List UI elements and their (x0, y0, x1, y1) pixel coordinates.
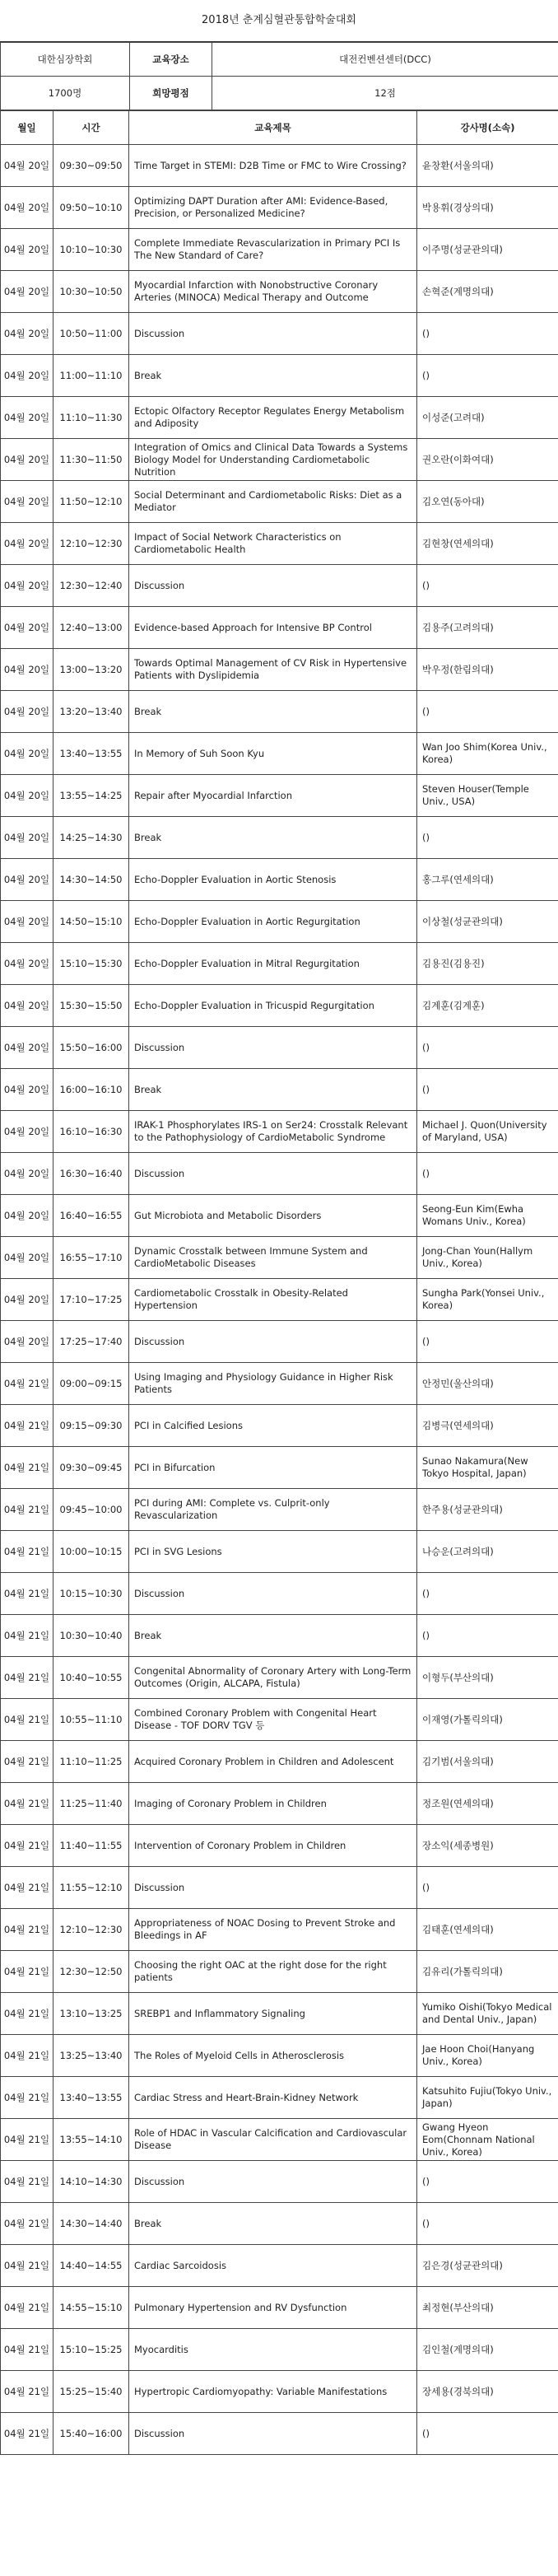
row-speaker: Steven Houser(Temple Univ., USA) (417, 775, 558, 817)
row-speaker: 이상철(성균관의대) (417, 901, 558, 943)
table-row (1, 439, 558, 481)
row-topic: Discussion (129, 2413, 417, 2455)
row-topic: PCI in Bifurcation (129, 1447, 417, 1489)
row-topic: Discussion (129, 565, 417, 607)
row-time: 16:30~16:40 (53, 1153, 129, 1195)
row-date: 04월 20일 (1, 1111, 53, 1153)
row-topic: Acquired Coronary Problem in Children and Adolescent (129, 1741, 417, 1783)
row-date: 04월 20일 (1, 733, 53, 775)
table-row (1, 1909, 558, 1951)
row-topic: Towards Optimal Management of CV Risk in Hypertensive Patients with Dyslipidemia (129, 649, 417, 691)
row-date: 04월 21일 (1, 1993, 53, 2035)
row-date: 04월 21일 (1, 1573, 53, 1615)
row-time: 13:55~14:25 (53, 775, 129, 817)
table-row (1, 1069, 558, 1111)
row-date: 04월 21일 (1, 2287, 53, 2329)
table-row (1, 943, 558, 985)
row-time: 17:25~17:40 (53, 1321, 129, 1363)
row-topic: Discussion (129, 313, 417, 355)
row-topic: Evidence-based Approach for Intensive BP Control (129, 607, 417, 649)
row-speaker: 한주용(성균관의대) (417, 1489, 558, 1531)
row-date: 04월 21일 (1, 2329, 53, 2371)
row-topic: Social Determinant and Cardiometabolic Risks: Diet as a Mediator (129, 481, 417, 523)
row-speaker: Seong-Eun Kim(Ewha Womans Univ., Korea) (417, 1195, 558, 1237)
row-topic: PCI in Calcified Lesions (129, 1405, 417, 1447)
row-date: 04월 20일 (1, 859, 53, 901)
row-date: 04월 20일 (1, 1069, 53, 1111)
venue-label: 교육장소 (130, 43, 212, 77)
table-row (1, 1993, 558, 2035)
attendance: 1700명 (1, 77, 130, 110)
row-speaker: 안정민(울산의대) (417, 1363, 558, 1405)
row-time: 09:30~09:50 (53, 145, 129, 187)
row-speaker: () (417, 691, 558, 733)
table-row (1, 1741, 558, 1783)
header-time: 시간 (53, 111, 129, 145)
row-time: 11:40~11:55 (53, 1825, 129, 1867)
table-row (1, 565, 558, 607)
row-speaker: () (417, 2413, 558, 2455)
row-speaker: 나승운(고려의대) (417, 1531, 558, 1573)
table-row (1, 1783, 558, 1825)
row-topic: Break (129, 1069, 417, 1111)
row-date: 04월 20일 (1, 1279, 53, 1321)
row-time: 11:00~11:10 (53, 355, 129, 397)
row-speaker: 정조원(연세의대) (417, 1783, 558, 1825)
table-row (1, 145, 558, 187)
row-speaker: () (417, 2161, 558, 2203)
row-topic: Appropriateness of NOAC Dosing to Prevent Stroke and Bleedings in AF (129, 1909, 417, 1951)
row-date: 04월 21일 (1, 1405, 53, 1447)
table-row (1, 1531, 558, 1573)
row-speaker: () (417, 1153, 558, 1195)
table-row (1, 229, 558, 271)
row-time: 14:30~14:50 (53, 859, 129, 901)
row-topic: Echo-Doppler Evaluation in Mitral Regurgitation (129, 943, 417, 985)
row-time: 13:40~13:55 (53, 733, 129, 775)
row-date: 04월 20일 (1, 439, 53, 481)
table-row (1, 1615, 558, 1657)
table-row (1, 2245, 558, 2287)
row-topic: Discussion (129, 2161, 417, 2203)
row-date: 04월 21일 (1, 1363, 53, 1405)
row-date: 04월 21일 (1, 2119, 53, 2161)
row-speaker: 이형두(부산의대) (417, 1657, 558, 1699)
row-date: 04월 20일 (1, 1153, 53, 1195)
row-time: 12:10~12:30 (53, 523, 129, 565)
row-date: 04월 21일 (1, 1699, 53, 1741)
row-speaker: 김유리(가톨릭의대) (417, 1951, 558, 1993)
row-date: 04월 21일 (1, 2077, 53, 2119)
row-date: 04월 20일 (1, 1321, 53, 1363)
table-row (1, 2035, 558, 2077)
table-row (1, 817, 558, 859)
row-speaker: 윤창환(서울의대) (417, 145, 558, 187)
row-date: 04월 21일 (1, 1783, 53, 1825)
row-time: 12:40~13:00 (53, 607, 129, 649)
row-time: 09:00~09:15 (53, 1363, 129, 1405)
row-topic: Break (129, 355, 417, 397)
row-time: 10:30~10:40 (53, 1615, 129, 1657)
row-date: 04월 21일 (1, 2371, 53, 2413)
table-row (1, 2413, 558, 2455)
table-row (1, 271, 558, 313)
row-topic: Discussion (129, 1867, 417, 1909)
table-row (1, 1573, 558, 1615)
table-row (1, 187, 558, 229)
table-row (1, 2203, 558, 2245)
venue: 대전컨벤션센터(DCC) (212, 43, 558, 77)
row-speaker: 장소익(세종병원) (417, 1825, 558, 1867)
row-topic: Discussion (129, 1573, 417, 1615)
table-row (1, 733, 558, 775)
row-time: 11:50~12:10 (53, 481, 129, 523)
row-topic: Echo-Doppler Evaluation in Tricuspid Regurgitation (129, 985, 417, 1027)
header-date: 월일 (1, 111, 53, 145)
info-table (0, 42, 558, 110)
row-speaker: () (417, 1573, 558, 1615)
organizer: 대한심장학회 (1, 43, 130, 77)
row-speaker: 김용주(고려의대) (417, 607, 558, 649)
row-time: 14:55~15:10 (53, 2287, 129, 2329)
row-date: 04월 20일 (1, 607, 53, 649)
row-time: 17:10~17:25 (53, 1279, 129, 1321)
row-speaker: Yumiko Oishi(Tokyo Medical and Dental Univ., Japan) (417, 1993, 558, 2035)
row-speaker: () (417, 313, 558, 355)
table-row (1, 901, 558, 943)
row-date: 04월 21일 (1, 2203, 53, 2245)
row-time: 14:40~14:55 (53, 2245, 129, 2287)
table-row (1, 1405, 558, 1447)
row-speaker: Sunao Nakamura(New Tokyo Hospital, Japan) (417, 1447, 558, 1489)
row-speaker: () (417, 355, 558, 397)
row-speaker: () (417, 565, 558, 607)
row-time: 13:20~13:40 (53, 691, 129, 733)
row-speaker: 이재영(가톨릭의대) (417, 1699, 558, 1741)
table-row (1, 313, 558, 355)
row-speaker: () (417, 1069, 558, 1111)
row-speaker: Michael J. Quon(University of Maryland, USA) (417, 1111, 558, 1153)
row-date: 04월 20일 (1, 649, 53, 691)
row-speaker: 홍그루(연세의대) (417, 859, 558, 901)
table-row (1, 1867, 558, 1909)
table-row (1, 775, 558, 817)
row-topic: Cardiac Stress and Heart-Brain-Kidney Network (129, 2077, 417, 2119)
row-time: 13:55~14:10 (53, 2119, 129, 2161)
row-speaker: 박우정(한림의대) (417, 649, 558, 691)
row-speaker: () (417, 1321, 558, 1363)
table-row (1, 1111, 558, 1153)
row-topic: Impact of Social Network Characteristics on Cardiometabolic Health (129, 523, 417, 565)
row-date: 04월 20일 (1, 271, 53, 313)
credit-label: 희망평점 (130, 77, 212, 110)
row-time: 09:30~09:45 (53, 1447, 129, 1489)
row-topic: Imaging of Coronary Problem in Children (129, 1783, 417, 1825)
row-topic: IRAK-1 Phosphorylates IRS-1 on Ser24: Crosstalk Relevant to the Pathophysiology of CardioMetabolic Syndrome (129, 1111, 417, 1153)
row-speaker: 김은경(성균관의대) (417, 2245, 558, 2287)
row-speaker: 이성준(고려대) (417, 397, 558, 439)
row-time: 15:25~15:40 (53, 2371, 129, 2413)
row-topic: Break (129, 1615, 417, 1657)
row-date: 04월 21일 (1, 1825, 53, 1867)
table-row (1, 1447, 558, 1489)
row-time: 12:10~12:30 (53, 1909, 129, 1951)
row-topic: Intervention of Coronary Problem in Children (129, 1825, 417, 1867)
row-time: 14:10~14:30 (53, 2161, 129, 2203)
table-row (1, 523, 558, 565)
row-speaker: () (417, 2203, 558, 2245)
row-time: 10:00~10:15 (53, 1531, 129, 1573)
row-topic: Echo-Doppler Evaluation in Aortic Stenosis (129, 859, 417, 901)
row-topic: Complete Immediate Revascularization in Primary PCI Is The New Standard of Care? (129, 229, 417, 271)
row-time: 11:55~12:10 (53, 1867, 129, 1909)
row-date: 04월 21일 (1, 1909, 53, 1951)
table-row (1, 2329, 558, 2371)
row-time: 16:55~17:10 (53, 1237, 129, 1279)
row-speaker: 김오연(동아대) (417, 481, 558, 523)
row-topic: Cardiac Sarcoidosis (129, 2245, 417, 2287)
row-time: 14:30~14:40 (53, 2203, 129, 2245)
row-time: 11:30~11:50 (53, 439, 129, 481)
row-date: 04월 20일 (1, 775, 53, 817)
row-date: 04월 20일 (1, 943, 53, 985)
row-date: 04월 20일 (1, 1237, 53, 1279)
row-speaker: 김인철(계명의대) (417, 2329, 558, 2371)
row-topic: PCI during AMI: Complete vs. Culprit-only Revascularization (129, 1489, 417, 1531)
row-topic: PCI in SVG Lesions (129, 1531, 417, 1573)
table-row (1, 1279, 558, 1321)
row-date: 04월 20일 (1, 187, 53, 229)
row-time: 15:30~15:50 (53, 985, 129, 1027)
row-speaker: 김현창(연세의대) (417, 523, 558, 565)
row-speaker: Jae Hoon Choi(Hanyang Univ., Korea) (417, 2035, 558, 2077)
row-topic: Myocardial Infarction with Nonobstructive Coronary Arteries (MINOCA) Medical Therapy and Outcome (129, 271, 417, 313)
table-row (1, 1825, 558, 1867)
row-topic: Hypertropic Cardiomyopathy: Variable Manifestations (129, 2371, 417, 2413)
table-row (1, 1195, 558, 1237)
row-date: 04월 21일 (1, 2245, 53, 2287)
schedule-table (0, 110, 558, 2455)
row-speaker: 이주명(성균관의대) (417, 229, 558, 271)
row-topic: Role of HDAC in Vascular Calcification and Cardiovascular Disease (129, 2119, 417, 2161)
table-row (1, 1951, 558, 1993)
row-time: 14:25~14:30 (53, 817, 129, 859)
row-time: 10:50~11:00 (53, 313, 129, 355)
table-row (1, 2119, 558, 2161)
row-topic: Pulmonary Hypertension and RV Dysfunction (129, 2287, 417, 2329)
table-row (1, 649, 558, 691)
table-row (1, 1699, 558, 1741)
row-topic: Break (129, 2203, 417, 2245)
row-time: 15:10~15:30 (53, 943, 129, 985)
credit: 12점 (212, 77, 558, 110)
row-date: 04월 21일 (1, 1531, 53, 1573)
table-row (1, 2077, 558, 2119)
row-speaker: () (417, 1867, 558, 1909)
header-topic: 교육제목 (129, 111, 417, 145)
header-speaker: 강사명(소속) (417, 111, 558, 145)
row-date: 04월 20일 (1, 397, 53, 439)
row-date: 04월 20일 (1, 691, 53, 733)
row-time: 12:30~12:50 (53, 1951, 129, 1993)
row-date: 04월 20일 (1, 901, 53, 943)
row-topic: Integration of Omics and Clinical Data Towards a Systems Biology Model for Understanding Cardiometabolic Nutrition (129, 439, 417, 481)
row-topic: Using Imaging and Physiology Guidance in Higher Risk Patients (129, 1363, 417, 1405)
row-time: 10:10~10:30 (53, 229, 129, 271)
row-date: 04월 21일 (1, 1657, 53, 1699)
row-topic: Break (129, 817, 417, 859)
row-date: 04월 21일 (1, 1741, 53, 1783)
row-speaker: 김병극(연세의대) (417, 1405, 558, 1447)
table-row (1, 859, 558, 901)
row-date: 04월 21일 (1, 1447, 53, 1489)
row-date: 04월 21일 (1, 2035, 53, 2077)
row-time: 16:10~16:30 (53, 1111, 129, 1153)
row-date: 04월 21일 (1, 1489, 53, 1531)
row-date: 04월 20일 (1, 481, 53, 523)
row-topic: Discussion (129, 1027, 417, 1069)
table-row (1, 1363, 558, 1405)
row-date: 04월 20일 (1, 817, 53, 859)
schedule-rows (1, 145, 558, 2455)
row-speaker: 김기범(서울의대) (417, 1741, 558, 1783)
row-date: 04월 20일 (1, 985, 53, 1027)
row-topic: Choosing the right OAC at the right dose for the right patients (129, 1951, 417, 1993)
row-speaker: 최정현(부산의대) (417, 2287, 558, 2329)
table-row (1, 607, 558, 649)
table-row (1, 2371, 558, 2413)
row-time: 10:30~10:50 (53, 271, 129, 313)
table-row (1, 1027, 558, 1069)
row-time: 13:00~13:20 (53, 649, 129, 691)
row-speaker: 박용휘(경상의대) (417, 187, 558, 229)
row-topic: Congenital Abnormality of Coronary Artery with Long-Term Outcomes (Origin, ALCAPA, Fistula) (129, 1657, 417, 1699)
row-topic: Combined Coronary Problem with Congenital Heart Disease - TOF DORV TGV 등 (129, 1699, 417, 1741)
row-topic: Discussion (129, 1153, 417, 1195)
row-date: 04월 21일 (1, 1867, 53, 1909)
row-date: 04월 21일 (1, 1615, 53, 1657)
table-row (1, 2287, 558, 2329)
row-time: 13:25~13:40 (53, 2035, 129, 2077)
row-speaker: 장세용(경북의대) (417, 2371, 558, 2413)
row-time: 11:10~11:30 (53, 397, 129, 439)
row-date: 04월 20일 (1, 523, 53, 565)
row-speaker: () (417, 1027, 558, 1069)
row-time: 10:15~10:30 (53, 1573, 129, 1615)
row-time: 10:40~10:55 (53, 1657, 129, 1699)
row-time: 09:45~10:00 (53, 1489, 129, 1531)
row-speaker: Gwang Hyeon Eom(Chonnam National Univ., Korea) (417, 2119, 558, 2161)
row-date: 04월 20일 (1, 1027, 53, 1069)
row-speaker: 김계훈(김계훈) (417, 985, 558, 1027)
row-time: 15:50~16:00 (53, 1027, 129, 1069)
row-topic: Cardiometabolic Crosstalk in Obesity-Related Hypertension (129, 1279, 417, 1321)
table-row (1, 691, 558, 733)
table-row (1, 355, 558, 397)
row-speaker: Jong-Chan Youn(Hallym Univ., Korea) (417, 1237, 558, 1279)
row-speaker: Sungha Park(Yonsei Univ., Korea) (417, 1279, 558, 1321)
row-time: 16:00~16:10 (53, 1069, 129, 1111)
table-row (1, 1153, 558, 1195)
row-topic: Ectopic Olfactory Receptor Regulates Energy Metabolism and Adiposity (129, 397, 417, 439)
table-row (1, 1321, 558, 1363)
row-date: 04월 20일 (1, 145, 53, 187)
row-date: 04월 20일 (1, 355, 53, 397)
page-title: 2018년 춘계심혈관통합학술대회 (0, 0, 558, 42)
table-row (1, 1237, 558, 1279)
row-date: 04월 20일 (1, 229, 53, 271)
row-time: 14:50~15:10 (53, 901, 129, 943)
row-speaker: 권오란(이화여대) (417, 439, 558, 481)
table-row (1, 1489, 558, 1531)
row-topic: Echo-Doppler Evaluation in Aortic Regurgitation (129, 901, 417, 943)
row-topic: In Memory of Suh Soon Kyu (129, 733, 417, 775)
row-time: 13:10~13:25 (53, 1993, 129, 2035)
row-topic: Time Target in STEMI: D2B Time or FMC to Wire Crossing? (129, 145, 417, 187)
row-topic: Myocarditis (129, 2329, 417, 2371)
table-row (1, 1657, 558, 1699)
row-time: 10:55~11:10 (53, 1699, 129, 1741)
table-row (1, 397, 558, 439)
row-time: 12:30~12:40 (53, 565, 129, 607)
row-speaker: () (417, 817, 558, 859)
row-topic: The Roles of Myeloid Cells in Atherosclerosis (129, 2035, 417, 2077)
row-date: 04월 20일 (1, 313, 53, 355)
row-date: 04월 20일 (1, 565, 53, 607)
row-topic: Discussion (129, 1321, 417, 1363)
table-row (1, 2161, 558, 2203)
row-topic: Dynamic Crosstalk between Immune System and CardioMetabolic Diseases (129, 1237, 417, 1279)
row-date: 04월 21일 (1, 2413, 53, 2455)
row-time: 15:40~16:00 (53, 2413, 129, 2455)
row-date: 04월 20일 (1, 1195, 53, 1237)
table-row (1, 481, 558, 523)
row-date: 04월 21일 (1, 1951, 53, 1993)
row-topic: SREBP1 and Inflammatory Signaling (129, 1993, 417, 2035)
row-topic: Optimizing DAPT Duration after AMI: Evidence-Based, Precision, or Personalized Medicine? (129, 187, 417, 229)
row-date: 04월 21일 (1, 2161, 53, 2203)
row-time: 13:40~13:55 (53, 2077, 129, 2119)
table-row (1, 985, 558, 1027)
row-speaker: Katsuhito Fujiu(Tokyo Univ., Japan) (417, 2077, 558, 2119)
row-speaker: 김태훈(연세의대) (417, 1909, 558, 1951)
row-time: 09:15~09:30 (53, 1405, 129, 1447)
row-speaker: 김용진(김용진) (417, 943, 558, 985)
row-speaker: () (417, 1615, 558, 1657)
row-topic: Repair after Myocardial Infarction (129, 775, 417, 817)
row-speaker: Wan Joo Shim(Korea Univ., Korea) (417, 733, 558, 775)
row-topic: Gut Microbiota and Metabolic Disorders (129, 1195, 417, 1237)
row-time: 15:10~15:25 (53, 2329, 129, 2371)
row-time: 09:50~10:10 (53, 187, 129, 229)
row-time: 11:25~11:40 (53, 1783, 129, 1825)
row-speaker: 손혁준(계명의대) (417, 271, 558, 313)
row-time: 16:40~16:55 (53, 1195, 129, 1237)
row-time: 11:10~11:25 (53, 1741, 129, 1783)
row-topic: Break (129, 691, 417, 733)
